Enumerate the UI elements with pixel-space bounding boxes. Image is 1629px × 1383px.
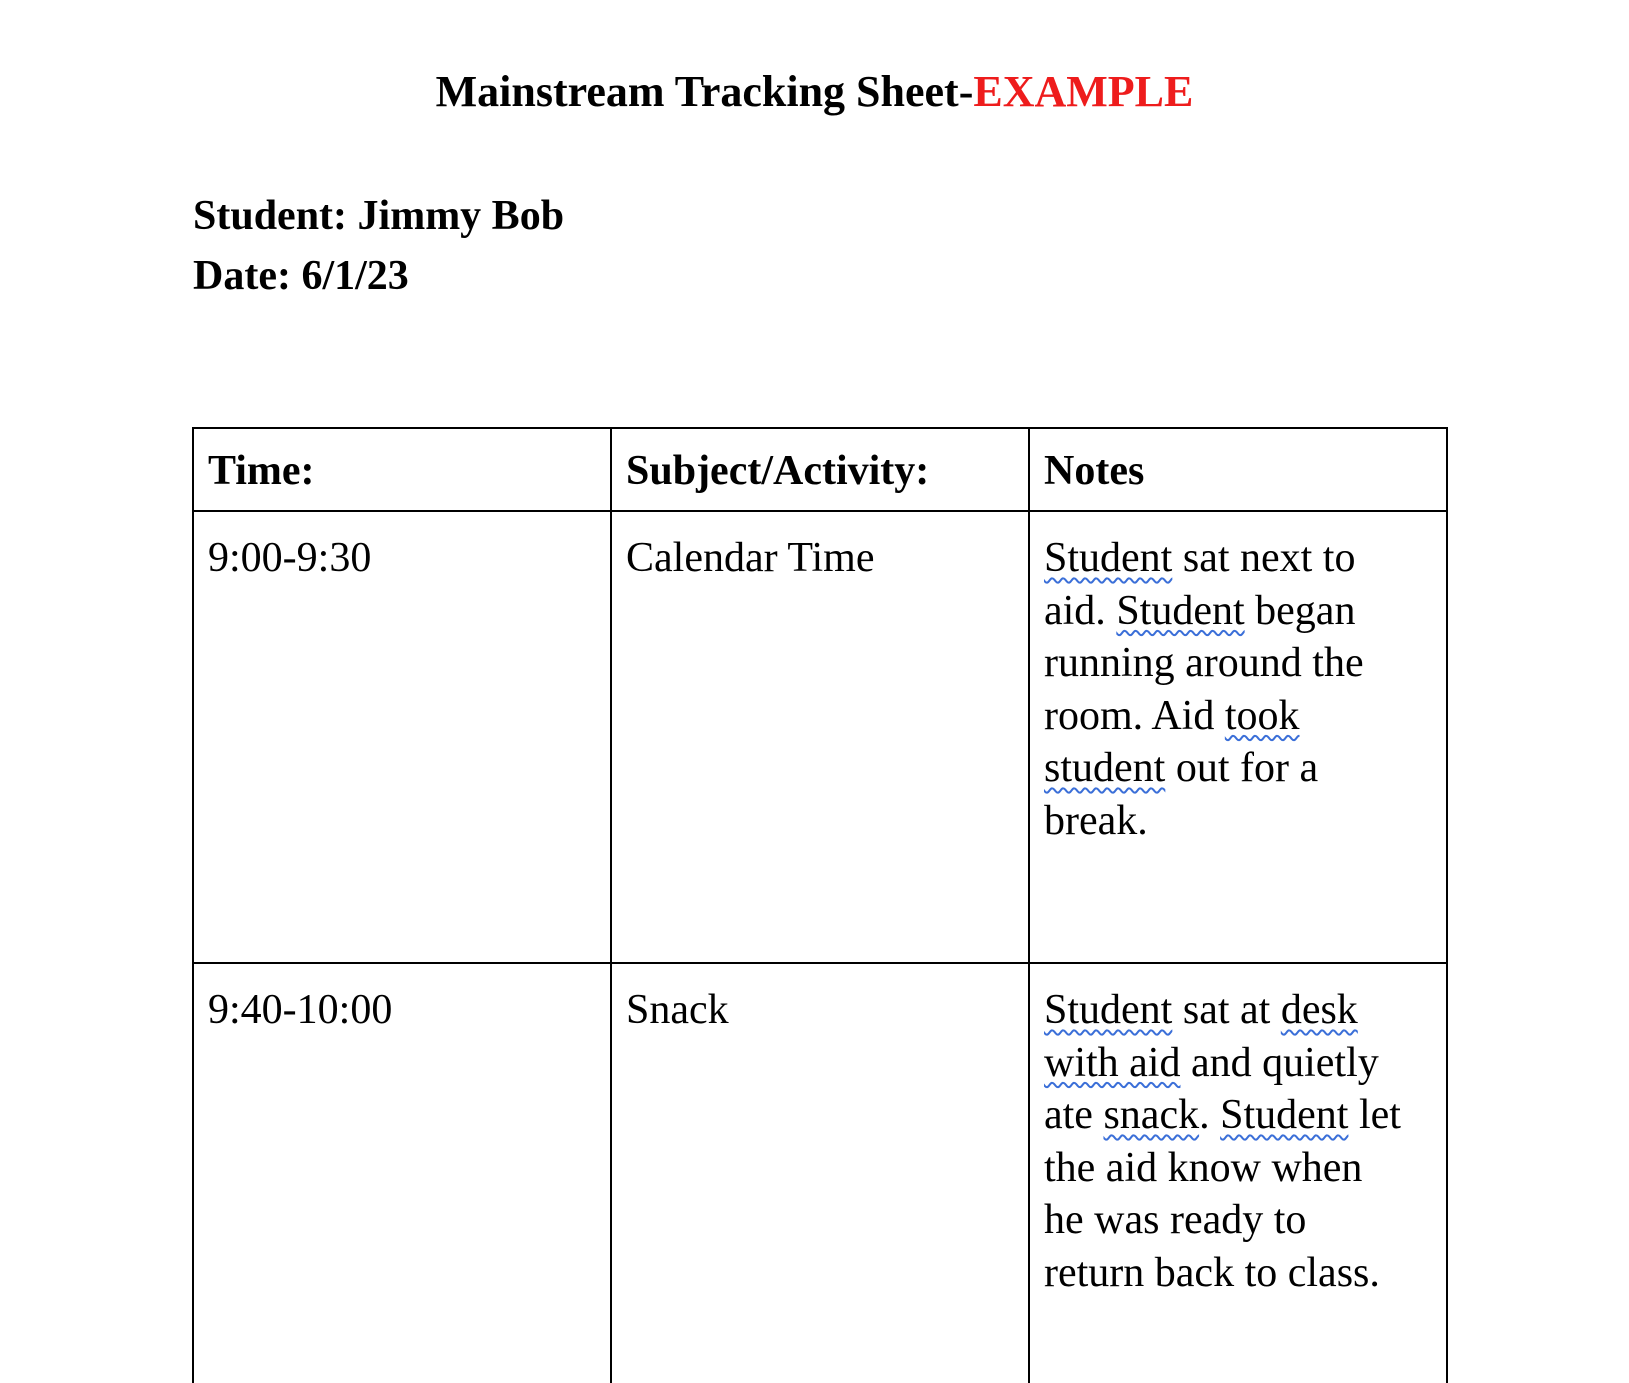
notes-line <box>1044 1089 1434 1142</box>
notes-fragment: return back to class. <box>1044 1249 1380 1296</box>
notes-line <box>1044 795 1434 848</box>
notes-fragment: desk <box>1280 987 1358 1033</box>
notes-line <box>1044 637 1434 690</box>
student-info <box>193 186 564 306</box>
table-row <box>193 511 1447 963</box>
table-header-row <box>193 428 1447 511</box>
notes-line <box>1044 1194 1434 1247</box>
notes-fragment: and quietly <box>1180 1039 1379 1086</box>
notes-fragment: break. <box>1044 797 1148 844</box>
notes-fragment: snack <box>1103 1092 1200 1138</box>
table-row <box>193 963 1447 1383</box>
header-time: Time: <box>193 428 611 511</box>
title-example-label: EXAMPLE <box>973 67 1194 116</box>
time-cell: 9:40-10:00 <box>193 963 611 1383</box>
header-notes: Notes <box>1029 428 1447 511</box>
notes-fragment: student <box>1044 745 1166 791</box>
notes-fragment: sat next to <box>1172 535 1356 581</box>
notes-line <box>1044 532 1434 585</box>
notes-line <box>1044 742 1434 795</box>
title-text: Mainstream Tracking Sheet- <box>435 67 974 116</box>
notes-fragment: out for a <box>1165 745 1319 791</box>
notes-fragment: room. Aid <box>1044 692 1225 739</box>
activity-cell: Snack <box>611 963 1029 1383</box>
tracking-table <box>192 427 1448 1383</box>
notes-fragment: running around the <box>1044 640 1364 686</box>
notes-fragment: Student <box>1044 987 1173 1033</box>
time-cell: 9:00-9:30 <box>193 511 611 963</box>
activity-cell: Calendar Time <box>611 511 1029 963</box>
notes-line <box>1044 690 1434 743</box>
notes-fragment: Student <box>1044 535 1173 581</box>
notes-cell <box>1029 963 1447 1383</box>
notes-fragment: began <box>1244 587 1356 634</box>
notes-cell <box>1029 511 1447 963</box>
student-line: Student: Jimmy Bob <box>193 193 565 239</box>
notes-fragment: aid. <box>1044 587 1117 634</box>
date-line: Date: 6/1/23 <box>193 253 409 299</box>
notes-fragment: . <box>1199 1092 1221 1138</box>
notes-fragment: let <box>1348 1092 1401 1138</box>
notes-fragment: with aid <box>1044 1039 1181 1086</box>
notes-line <box>1044 585 1434 638</box>
notes-fragment: Student <box>1116 587 1245 634</box>
notes-fragment: he was ready to <box>1044 1197 1307 1243</box>
document-title <box>0 62 1629 122</box>
notes-line <box>1044 1247 1434 1300</box>
notes-line <box>1044 1142 1434 1195</box>
notes-fragment: took <box>1224 692 1300 739</box>
notes-line <box>1044 1037 1434 1090</box>
notes-line <box>1044 984 1434 1037</box>
header-subject-activity: Subject/Activity: <box>611 428 1029 511</box>
notes-fragment: the aid know when <box>1044 1144 1363 1191</box>
notes-fragment: sat at <box>1172 987 1281 1033</box>
notes-fragment: Student <box>1220 1092 1349 1138</box>
notes-fragment: ate <box>1044 1092 1104 1138</box>
